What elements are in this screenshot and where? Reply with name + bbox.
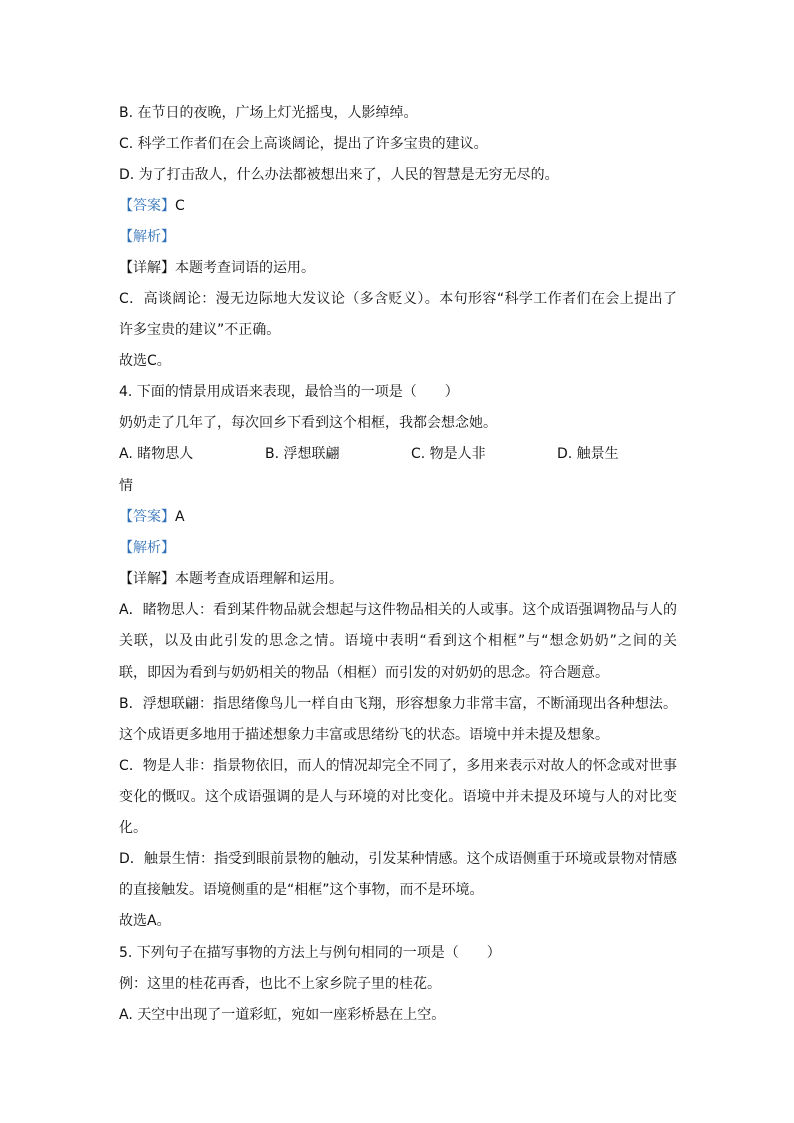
q3-explain-line: 许多宝贵的建议”不正确。 (119, 322, 281, 338)
q4-option-d-wrap: 情 (119, 478, 133, 494)
q4-explain-c-line: 变化的慨叹。这个成语强调的是人与环境的对比变化。语境中并未提及环境与人的对比变 (119, 789, 677, 805)
q3-conclusion: 故选C。 (119, 353, 171, 369)
q4-explain-d-line: 的直接触发。语境侧重的是“相框”这个事物，而不是环境。 (119, 882, 484, 898)
q5-option-a: A. 天空中出现了一道彩虹，宛如一座彩桥悬在上空。 (119, 1007, 446, 1023)
answer-value: A (175, 509, 185, 525)
q4-explain-a-line: 关联，以及由此引发的思念之情。语境中表明“看到这个相框”与“想念奶奶”之间的关 (119, 633, 677, 649)
q4-conclusion: 故选A。 (119, 913, 171, 929)
q3-analysis-label: 【解析】 (119, 229, 175, 245)
q4-option-d: D. 触景生 (557, 446, 619, 462)
q4-option-a: A. 睹物思人 (119, 446, 194, 462)
q4-option-c: C. 物是人非 (411, 446, 486, 462)
q5-example: 例：这里的桂花再香，也比不上家乡院子里的桂花。 (119, 976, 441, 992)
q4-analysis-label: 【解析】 (119, 540, 175, 556)
answer-value: C (175, 198, 185, 214)
q4-option-b: B. 浮想联翩 (265, 446, 340, 462)
q4-explain-c-line: 化。 (119, 820, 147, 836)
q3-option-c: C. 科学工作者们在会上高谈阔论，提出了许多宝贵的建议。 (119, 136, 488, 152)
q4-explain-b-line: 这个成语更多地用于描述想象力丰富或思绪纷飞的状态。语境中并未提及想象。 (119, 727, 609, 743)
q4-context: 奶奶走了几年了，每次回乡下看到这个相框，我都会想念她。 (119, 415, 497, 431)
q4-answer (119, 507, 185, 527)
q3-option-d: D. 为了打击敌人，什么办法都被想出来了，人民的智慧是无穷无尽的。 (119, 167, 559, 183)
q3-answer (119, 196, 185, 216)
q3-detail: 【详解】本题考查词语的运用。 (119, 260, 315, 276)
q4-explain-a-line: A．睹物思人：看到某件物品就会想起与这件物品相关的人或事。这个成语强调物品与人的 (119, 602, 677, 618)
q4-explain-c-line: C．物是人非：指景物依旧，而人的情况却完全不同了，多用来表示对故人的怀念或对世事 (119, 758, 677, 774)
q4-explain-b-line: B．浮想联翩：指思绪像鸟儿一样自由飞翔，形容想象力非常丰富，不断涌现出各种想法。 (119, 696, 677, 712)
q4-question: 4. 下面的情景用成语来表现，最恰当的一项是（ ） (119, 384, 459, 400)
q3-explain-line: C．高谈阔论：漫无边际地大发议论（多含贬义）。本句形容“科学工作者们在会上提出了 (119, 291, 677, 307)
q4-explain-d-line: D．触景生情：指受到眼前景物的触动，引发某种情感。这个成语侧重于环境或景物对情感 (119, 851, 677, 867)
q4-explain-a-line: 联，即因为看到与奶奶相关的物品（相框）而引发的对奶奶的思念。符合题意。 (119, 665, 609, 681)
answer-label: 【答案】 (119, 198, 175, 214)
q4-detail: 【详解】本题考查成语理解和运用。 (119, 571, 343, 587)
q3-option-b: B. 在节日的夜晚，广场上灯光摇曳，人影绰绰。 (119, 105, 418, 121)
q5-question: 5. 下列句子在描写事物的方法上与例句相同的一项是（ ） (119, 945, 501, 961)
answer-label: 【答案】 (119, 509, 175, 525)
